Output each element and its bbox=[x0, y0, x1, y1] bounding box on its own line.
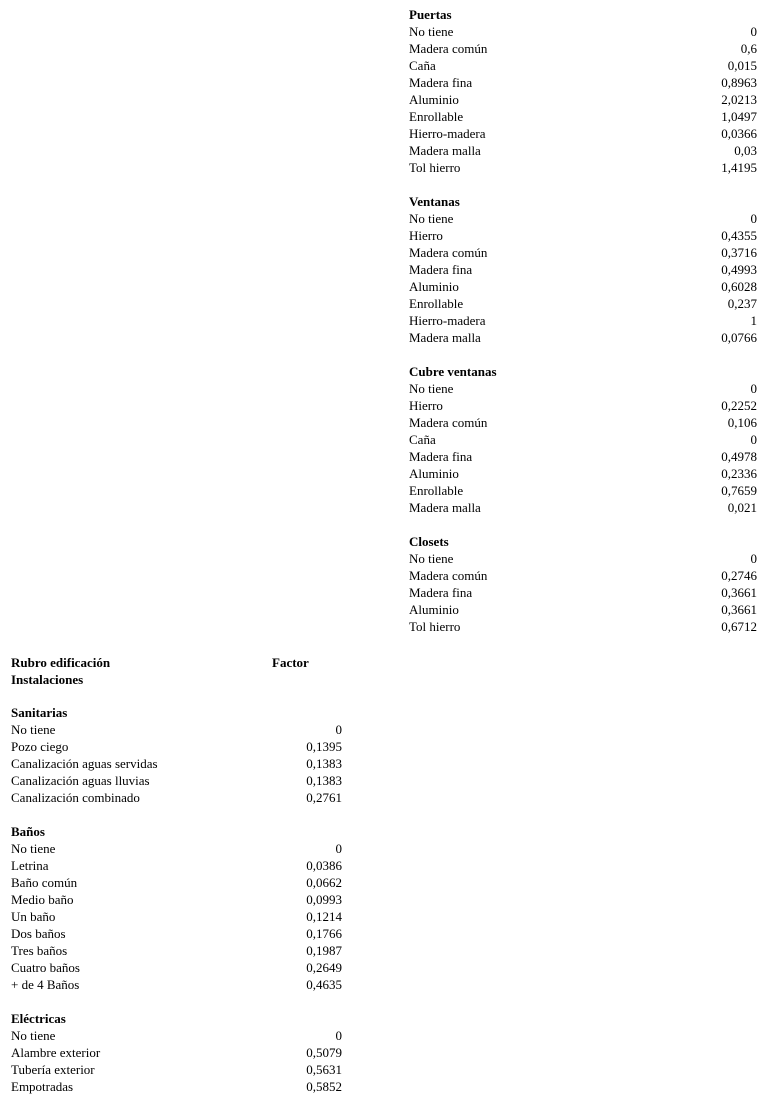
row-label: Medio baño bbox=[11, 892, 74, 907]
section-title: Sanitarias bbox=[11, 705, 68, 720]
row-label: Un baño bbox=[11, 909, 56, 924]
row-label: Madera malla bbox=[409, 330, 481, 345]
row-factor-value: 0,03 bbox=[734, 143, 757, 158]
row-factor-value: 0,4355 bbox=[721, 228, 757, 243]
row-label: No tiene bbox=[409, 211, 454, 226]
row-factor-value: 0,2252 bbox=[721, 398, 757, 413]
section-title: Closets bbox=[409, 534, 449, 549]
section-ventanas bbox=[409, 193, 757, 346]
table-row bbox=[11, 772, 342, 789]
row-factor-value: 0,2336 bbox=[721, 466, 757, 481]
row-label: Hierro bbox=[409, 228, 443, 243]
row-label: Hierro-madera bbox=[409, 313, 486, 328]
row-factor-value: 0 bbox=[750, 381, 757, 396]
row-factor-value: 0,0766 bbox=[721, 330, 757, 345]
table-row bbox=[11, 891, 342, 908]
row-label: Empotradas bbox=[11, 1079, 74, 1094]
table-row bbox=[409, 618, 757, 635]
row-label: Madera común bbox=[409, 41, 488, 56]
row-label: Madera fina bbox=[409, 262, 473, 277]
row-label: Hierro-madera bbox=[409, 126, 486, 141]
row-factor-value: 0 bbox=[335, 841, 342, 856]
row-factor-value: 0,5079 bbox=[306, 1045, 342, 1060]
section-title: Eléctricas bbox=[11, 1011, 66, 1026]
row-label: Canalización aguas servidas bbox=[11, 756, 158, 771]
row-label: Tol hierro bbox=[409, 160, 461, 175]
row-factor-value: 0,106 bbox=[727, 415, 757, 430]
row-label: Enrollable bbox=[409, 296, 464, 311]
row-label: Caña bbox=[409, 432, 436, 447]
table-row bbox=[409, 295, 757, 312]
table-row bbox=[409, 414, 757, 431]
row-label: Aluminio bbox=[409, 466, 459, 481]
table-row bbox=[409, 125, 757, 142]
right-column bbox=[409, 6, 757, 652]
table-row bbox=[409, 108, 757, 125]
left-sections bbox=[11, 704, 342, 1095]
row-label: No tiene bbox=[11, 722, 56, 737]
row-label: Alambre exterior bbox=[11, 1045, 101, 1060]
row-factor-value: 0,3661 bbox=[721, 602, 757, 617]
row-label: Canalización aguas lluvias bbox=[11, 773, 150, 788]
table-row bbox=[11, 976, 342, 993]
table-row bbox=[409, 40, 757, 57]
table-row bbox=[409, 278, 757, 295]
row-factor-value: 0,4978 bbox=[721, 449, 757, 464]
table-row bbox=[409, 142, 757, 159]
row-factor-value: 1 bbox=[750, 313, 757, 328]
table-row bbox=[11, 755, 342, 772]
table-row bbox=[11, 789, 342, 806]
table-row bbox=[11, 908, 342, 925]
table-row bbox=[409, 23, 757, 40]
table-row bbox=[11, 840, 342, 857]
row-label: Enrollable bbox=[409, 109, 464, 124]
table-row bbox=[409, 397, 757, 414]
row-factor-value: 0,5852 bbox=[306, 1079, 342, 1094]
table-row bbox=[11, 959, 342, 976]
row-factor-value: 0,0993 bbox=[306, 892, 342, 907]
table-row bbox=[409, 312, 757, 329]
row-factor-value: 0,2649 bbox=[306, 960, 342, 975]
table-row bbox=[11, 874, 342, 891]
row-label: Aluminio bbox=[409, 92, 459, 107]
table-row bbox=[409, 261, 757, 278]
row-label: Cuatro baños bbox=[11, 960, 80, 975]
row-factor-value: 0 bbox=[750, 211, 757, 226]
row-factor-value: 1,0497 bbox=[721, 109, 757, 124]
row-factor-value: 0,1766 bbox=[306, 926, 342, 941]
row-factor-value: 0 bbox=[750, 551, 757, 566]
table-row bbox=[409, 244, 757, 261]
table-row bbox=[11, 1044, 342, 1061]
row-label: Madera fina bbox=[409, 449, 473, 464]
row-factor-value: 0,6 bbox=[740, 41, 757, 56]
row-factor-value: 0,4993 bbox=[721, 262, 757, 277]
row-label: Tres baños bbox=[11, 943, 68, 958]
header-rubro: Rubro edificación bbox=[11, 655, 111, 670]
table-row bbox=[409, 482, 757, 499]
section-closets bbox=[409, 533, 757, 635]
row-factor-value: 0,6712 bbox=[721, 619, 757, 634]
table-row bbox=[409, 601, 757, 618]
row-factor-value: 0,1214 bbox=[306, 909, 342, 924]
table-row bbox=[409, 159, 757, 176]
row-factor-value: 0,0386 bbox=[306, 858, 342, 873]
row-label: Pozo ciego bbox=[11, 739, 69, 754]
row-factor-value: 0,1383 bbox=[306, 756, 342, 771]
row-factor-value: 0,1987 bbox=[306, 943, 342, 958]
table-row bbox=[409, 550, 757, 567]
row-factor-value: 0,4635 bbox=[306, 977, 342, 992]
table-row bbox=[11, 738, 342, 755]
row-label: No tiene bbox=[409, 551, 454, 566]
section-sanitarias bbox=[11, 704, 342, 806]
row-label: + de 4 Baños bbox=[11, 977, 80, 992]
row-label: Baño común bbox=[11, 875, 78, 890]
row-factor-value: 0,7659 bbox=[721, 483, 757, 498]
header-factor: Factor bbox=[272, 655, 309, 670]
table-row bbox=[11, 721, 342, 738]
table-row bbox=[409, 499, 757, 516]
table-row bbox=[409, 465, 757, 482]
table-row bbox=[409, 227, 757, 244]
table-row bbox=[409, 57, 757, 74]
row-label: No tiene bbox=[11, 841, 56, 856]
row-label: Tubería exterior bbox=[11, 1062, 95, 1077]
row-factor-value: 0,3661 bbox=[721, 585, 757, 600]
table-row bbox=[11, 1078, 342, 1095]
row-factor-value: 0 bbox=[335, 722, 342, 737]
row-label: Madera malla bbox=[409, 500, 481, 515]
section-cubre-ventanas bbox=[409, 363, 757, 516]
row-label: Caña bbox=[409, 58, 436, 73]
table-row bbox=[409, 91, 757, 108]
row-label: Letrina bbox=[11, 858, 49, 873]
row-factor-value: 0,6028 bbox=[721, 279, 757, 294]
row-factor-value: 0,237 bbox=[727, 296, 757, 311]
row-factor-value: 0,2746 bbox=[721, 568, 757, 583]
table-row bbox=[11, 1027, 342, 1044]
row-factor-value: 0,1383 bbox=[306, 773, 342, 788]
row-label: Enrollable bbox=[409, 483, 464, 498]
table-row bbox=[409, 380, 757, 397]
row-factor-value: 1,4195 bbox=[721, 160, 757, 175]
table-row bbox=[409, 74, 757, 91]
section-title: Baños bbox=[11, 824, 45, 839]
row-label: Aluminio bbox=[409, 279, 459, 294]
table-row bbox=[409, 431, 757, 448]
table-row bbox=[409, 329, 757, 346]
table-row bbox=[11, 1061, 342, 1078]
left-column bbox=[11, 654, 342, 1112]
row-label: No tiene bbox=[409, 24, 454, 39]
row-factor-value: 0,0662 bbox=[306, 875, 342, 890]
section-title: Ventanas bbox=[409, 194, 460, 209]
row-factor-value: 0,2761 bbox=[306, 790, 342, 805]
row-factor-value: 0,015 bbox=[727, 58, 757, 73]
row-label: Madera común bbox=[409, 415, 488, 430]
row-factor-value: 0,0366 bbox=[721, 126, 757, 141]
row-label: Madera fina bbox=[409, 75, 473, 90]
row-factor-value: 0,5631 bbox=[306, 1062, 342, 1077]
row-factor-value: 0 bbox=[335, 1028, 342, 1043]
section-title: Puertas bbox=[409, 7, 452, 22]
row-label: Madera común bbox=[409, 568, 488, 583]
table-row bbox=[409, 210, 757, 227]
row-label: Dos baños bbox=[11, 926, 66, 941]
row-label: Hierro bbox=[409, 398, 443, 413]
row-factor-value: 0,8963 bbox=[721, 75, 757, 90]
section-title: Cubre ventanas bbox=[409, 364, 497, 379]
table-row bbox=[409, 584, 757, 601]
row-label: No tiene bbox=[409, 381, 454, 396]
row-label: Madera malla bbox=[409, 143, 481, 158]
subheader-instalaciones: Instalaciones bbox=[11, 672, 84, 687]
row-label: Canalización combinado bbox=[11, 790, 140, 805]
row-label: Madera fina bbox=[409, 585, 473, 600]
table-header bbox=[11, 654, 342, 671]
row-label: Madera común bbox=[409, 245, 488, 260]
row-factor-value: 0,021 bbox=[727, 500, 757, 515]
row-factor-value: 0,3716 bbox=[721, 245, 757, 260]
table-row bbox=[11, 925, 342, 942]
section-puertas bbox=[409, 6, 757, 176]
row-label: Tol hierro bbox=[409, 619, 461, 634]
row-label: Aluminio bbox=[409, 602, 459, 617]
table-row bbox=[11, 942, 342, 959]
table-row bbox=[11, 857, 342, 874]
table-row bbox=[409, 567, 757, 584]
row-factor-value: 0 bbox=[750, 432, 757, 447]
section-electricas bbox=[11, 1010, 342, 1095]
row-factor-value: 2,0213 bbox=[721, 92, 757, 107]
row-factor-value: 0 bbox=[750, 24, 757, 39]
row-factor-value: 0,1395 bbox=[306, 739, 342, 754]
row-label: No tiene bbox=[11, 1028, 56, 1043]
table-row bbox=[409, 448, 757, 465]
section-banos bbox=[11, 823, 342, 993]
